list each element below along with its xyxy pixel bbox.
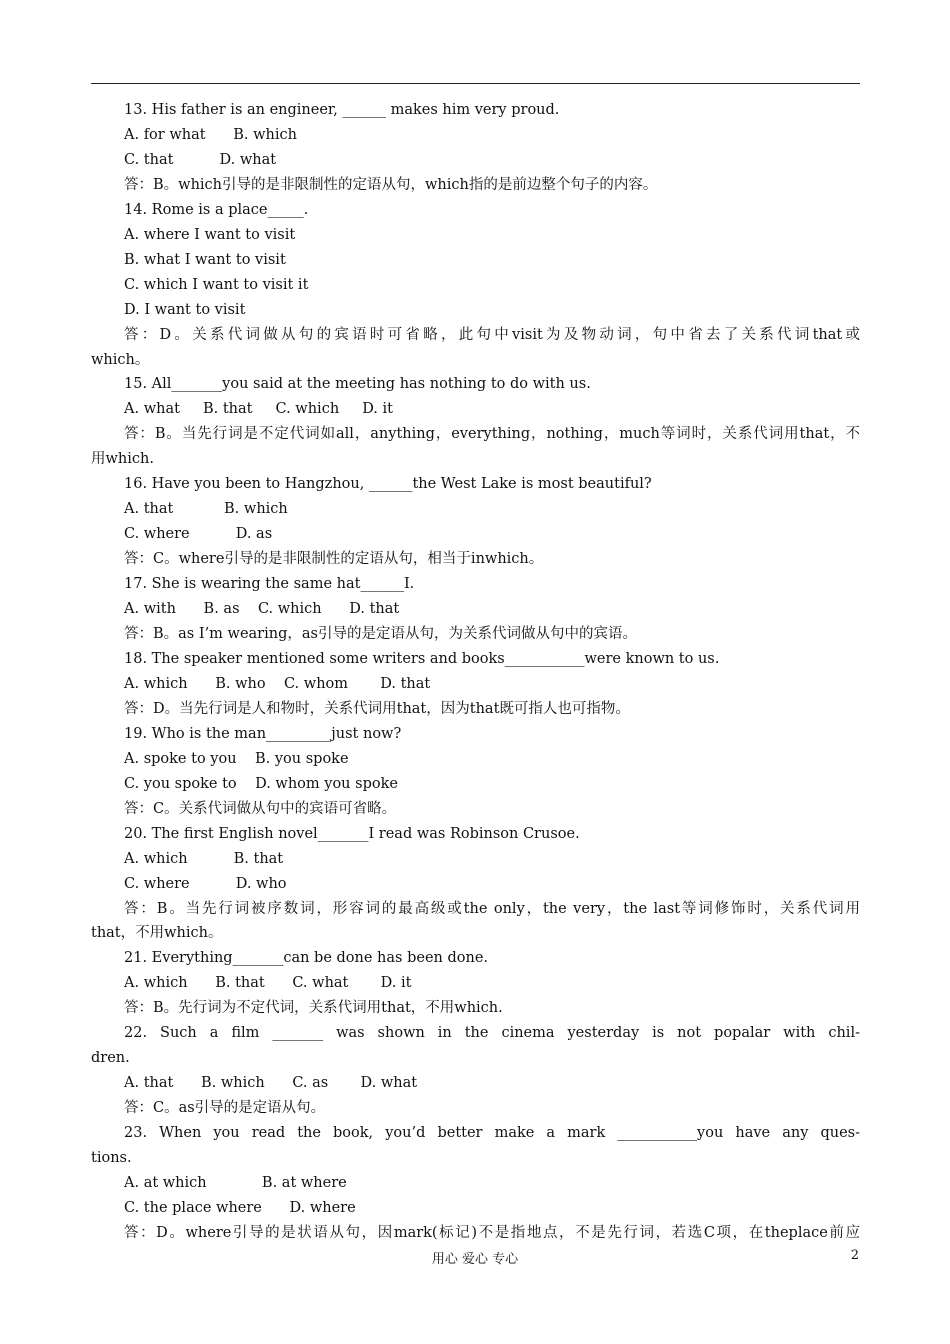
option-line: A. with B. as C. which D. that [124, 601, 400, 618]
question-line: 14. Rome is a place_____. [124, 201, 309, 218]
answer-line: 答：B。先行词为不定代词，关系代词用that，不用which. [124, 1000, 503, 1017]
option-line: C. that D. what [124, 151, 277, 168]
document-body [91, 98, 860, 1246]
question-line: 13. His father is an engineer, ______ makes him very proud. [124, 102, 560, 118]
continuation-line: which。 [91, 351, 150, 368]
option-line: D. I want to visit [124, 301, 246, 318]
question-line: 16. Have you been to Hangzhou, ______the West Lake is most beautiful? [124, 476, 652, 493]
answer-line: 答：D。关系代词做从句的宾语时可省略，此句中visit为及物动词，句中省去了关系代词that或 [124, 326, 860, 343]
footer-text: 用心 爱心 专心 [431, 1252, 519, 1267]
option-line: A. that B. which C. as D. what [124, 1075, 418, 1092]
option-line: A. for what B. which [124, 126, 297, 143]
continuation-line: dren. [91, 1050, 130, 1067]
page-number: 2 [850, 1248, 859, 1263]
option-line: A. which B. that C. what D. it [124, 975, 412, 992]
option-line: C. you spoke to D. whom you spoke [124, 775, 398, 792]
answer-line: 23. When you read the book, you’d better make a mark ___________you have any ques- [124, 1125, 860, 1142]
answer-line: 答：B。当先行词是不定代词如all，anything，everything，nothing，much等词时，关系代词用that，不 [124, 426, 860, 443]
option-line: A. at which B. at where [124, 1174, 347, 1191]
continuation-line: that，不用which。 [91, 925, 223, 942]
question-line: 19. Who is the man_________just now? [124, 725, 402, 742]
option-line: A. which B. who C. whom D. that [124, 675, 431, 692]
option-line: A. spoke to you B. you spoke [124, 750, 349, 767]
option-line: A. where I want to visit [124, 226, 296, 243]
continuation-line: 用which. [91, 451, 154, 468]
answer-line: 答：C。as引导的是定语从句。 [124, 1100, 326, 1117]
answer-line: 22. Such a film _______ was shown in the cinema yesterday is not popalar with chil- [124, 1025, 860, 1042]
question-line: 20. The first English novel_______I read was Robinson Crusoe. [124, 825, 580, 842]
option-line: A. what B. that C. which D. it [124, 401, 393, 418]
header-rule [91, 83, 860, 84]
continuation-line: tions. [91, 1150, 132, 1167]
answer-line: 答：C。where引导的是非限制性的定语从句，相当于inwhich。 [124, 551, 544, 568]
question-line: 21. Everything_______can be done has been done. [124, 950, 489, 967]
option-line: C. where D. who [124, 875, 287, 892]
answer-line: 答：C。关系代词做从句中的宾语可省略。 [124, 800, 397, 817]
question-line: 15. All_______you said at the meeting has nothing to do with us. [124, 376, 591, 393]
answer-line: 答：D。where引导的是状语从句，因mark(标记)不是指地点，不是先行词，若选C项，在theplace前应 [124, 1224, 860, 1241]
page-footer [0, 1248, 950, 1270]
answer-line: 答：B。as I’m wearing，as引导的是定语从句，为关系代词做从句中的宾语。 [124, 626, 637, 643]
option-line: A. that B. which [124, 501, 288, 518]
option-line: C. which I want to visit it [124, 276, 309, 293]
question-line: 18. The speaker mentioned some writers and books___________were known to us. [124, 650, 720, 667]
option-line: C. the place where D. where [124, 1199, 356, 1216]
option-line: B. what I want to visit [124, 251, 286, 268]
question-line: 17. She is wearing the same hat______I. [124, 576, 415, 593]
answer-line: 答：D。当先行词是人和物时，关系代词用that，因为that既可指人也可指物。 [124, 700, 630, 717]
answer-line: 答：B。当先行词被序数词，形容词的最高级或the only，the very，the last等词修饰时，关系代词用 [124, 900, 860, 917]
option-line: C. where D. as [124, 526, 273, 543]
option-line: A. which B. that [124, 850, 284, 867]
answer-line: 答：B。which引导的是非限制性的定语从句，which指的是前边整个句子的内容。 [124, 176, 658, 193]
